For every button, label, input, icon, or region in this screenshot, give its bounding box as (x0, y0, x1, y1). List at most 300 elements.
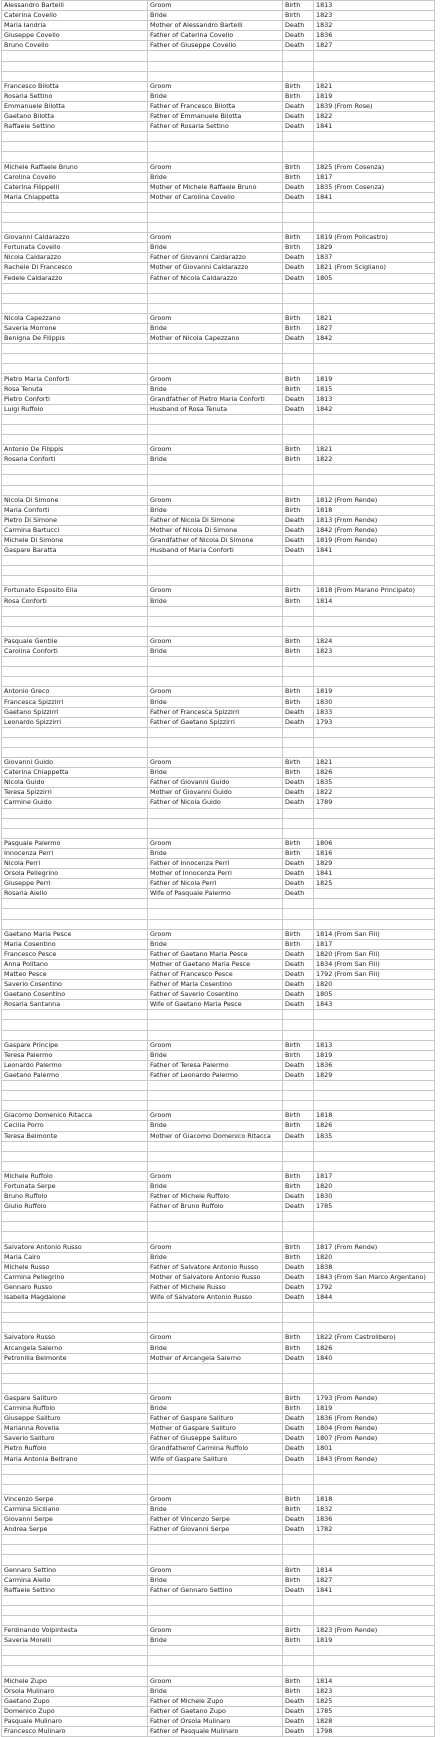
relationship-cell[interactable]: Father of Orsola Mulinaro (148, 1716, 283, 1726)
empty-cell[interactable] (148, 909, 283, 919)
empty-cell[interactable] (314, 1616, 435, 1626)
relationship-cell[interactable]: Father of Francesco Bilotta (148, 101, 283, 111)
event-year-cell[interactable]: 1822 (314, 112, 435, 122)
event-type-cell[interactable]: Death (283, 1282, 314, 1292)
person-name-cell[interactable]: Francesco Pesce (2, 949, 148, 959)
empty-cell[interactable] (283, 919, 314, 929)
empty-cell[interactable] (2, 465, 148, 475)
person-name-cell[interactable]: Pasquale Gentile (2, 636, 148, 646)
person-name-cell[interactable]: Giacomo Domenico Ritacca (2, 1111, 148, 1121)
relationship-cell[interactable]: Father of Giuseppe Covello (148, 41, 283, 51)
empty-cell[interactable] (283, 344, 314, 354)
event-year-cell[interactable]: 1822 (314, 788, 435, 798)
person-name-cell[interactable]: Fortunato Esposito Elia (2, 586, 148, 596)
person-name-cell[interactable]: Nicola Capezzano (2, 313, 148, 323)
event-type-cell[interactable]: Birth (283, 233, 314, 243)
event-type-cell[interactable]: Birth (283, 172, 314, 182)
event-year-cell[interactable]: 1842 (314, 334, 435, 344)
event-type-cell[interactable]: Death (283, 788, 314, 798)
empty-cell[interactable] (314, 364, 435, 374)
empty-cell[interactable] (2, 475, 148, 485)
empty-cell[interactable] (2, 909, 148, 919)
empty-cell[interactable] (283, 1535, 314, 1545)
empty-cell[interactable] (283, 909, 314, 919)
empty-cell[interactable] (2, 414, 148, 424)
empty-cell[interactable] (314, 737, 435, 747)
event-type-cell[interactable]: Birth (283, 91, 314, 101)
empty-cell[interactable] (283, 1232, 314, 1242)
empty-cell[interactable] (283, 1081, 314, 1091)
empty-cell[interactable] (283, 556, 314, 566)
person-name-cell[interactable]: Rosa Tenuta (2, 384, 148, 394)
relationship-cell[interactable]: Father of Teresa Palermo (148, 1060, 283, 1070)
person-name-cell[interactable]: Andrea Serpe (2, 1525, 148, 1535)
person-name-cell[interactable]: Salvatore Russo (2, 1333, 148, 1343)
person-name-cell[interactable]: Orsola Mulinaro (2, 1686, 148, 1696)
empty-cell[interactable] (283, 818, 314, 828)
person-name-cell[interactable]: Pietro Di Simone (2, 515, 148, 525)
event-type-cell[interactable]: Death (283, 1272, 314, 1282)
empty-cell[interactable] (148, 1666, 283, 1676)
empty-cell[interactable] (283, 576, 314, 586)
relationship-cell[interactable]: Bride (148, 1121, 283, 1131)
event-type-cell[interactable]: Death (283, 122, 314, 132)
event-type-cell[interactable]: Birth (283, 243, 314, 253)
empty-cell[interactable] (148, 364, 283, 374)
event-type-cell[interactable]: Death (283, 21, 314, 31)
relationship-cell[interactable]: Father of Rosaria Settino (148, 122, 283, 132)
relationship-cell[interactable]: Bride (148, 939, 283, 949)
event-type-cell[interactable]: Death (283, 515, 314, 525)
empty-cell[interactable] (283, 475, 314, 485)
person-name-cell[interactable]: Matteo Pesce (2, 970, 148, 980)
relationship-cell[interactable]: Groom (148, 1626, 283, 1636)
empty-cell[interactable] (2, 657, 148, 667)
event-year-cell[interactable]: 1822 (314, 455, 435, 465)
event-year-cell[interactable]: 1835 (314, 1131, 435, 1141)
person-name-cell[interactable]: Giuseppe Salituro (2, 1414, 148, 1424)
empty-cell[interactable] (148, 899, 283, 909)
person-name-cell[interactable]: Vincenzo Serpe (2, 1494, 148, 1504)
empty-cell[interactable] (283, 202, 314, 212)
event-year-cell[interactable]: 1812 (From Rende) (314, 495, 435, 505)
relationship-cell[interactable]: Father of Michele Zupo (148, 1696, 283, 1706)
empty-cell[interactable] (283, 212, 314, 222)
empty-cell[interactable] (314, 1212, 435, 1222)
empty-cell[interactable] (148, 1656, 283, 1666)
empty-cell[interactable] (148, 485, 283, 495)
event-year-cell[interactable]: 1818 (314, 505, 435, 515)
empty-cell[interactable] (2, 616, 148, 626)
empty-cell[interactable] (148, 354, 283, 364)
relationship-cell[interactable]: Mother of Giacomo Domenico Ritacca (148, 1131, 283, 1141)
event-year-cell[interactable]: 1820 (314, 1252, 435, 1262)
empty-cell[interactable] (2, 828, 148, 838)
person-name-cell[interactable]: Nicola Di Simone (2, 495, 148, 505)
empty-cell[interactable] (2, 1383, 148, 1393)
event-type-cell[interactable]: Death (283, 1525, 314, 1535)
relationship-cell[interactable]: Mother of Alessandro Bartelli (148, 21, 283, 31)
person-name-cell[interactable]: Carmina Pellegrino (2, 1272, 148, 1282)
relationship-cell[interactable]: Wife of Salvatore Antonio Russo (148, 1293, 283, 1303)
empty-cell[interactable] (314, 1313, 435, 1323)
relationship-cell[interactable]: Bride (148, 1343, 283, 1353)
empty-cell[interactable] (2, 1464, 148, 1474)
event-year-cell[interactable]: 1782 (314, 1525, 435, 1535)
relationship-cell[interactable]: Bride (148, 243, 283, 253)
relationship-cell[interactable]: Bride (148, 1504, 283, 1514)
relationship-cell[interactable]: Groom (148, 929, 283, 939)
person-name-cell[interactable]: Orsola Pellegrino (2, 869, 148, 879)
event-year-cell[interactable]: 1822 (From Castrolibero) (314, 1333, 435, 1343)
empty-cell[interactable] (283, 485, 314, 495)
event-type-cell[interactable]: Death (283, 717, 314, 727)
person-name-cell[interactable]: Antonio Greco (2, 687, 148, 697)
empty-cell[interactable] (283, 142, 314, 152)
empty-cell[interactable] (2, 132, 148, 142)
event-year-cell[interactable]: 1841 (314, 192, 435, 202)
relationship-cell[interactable]: Groom (148, 1393, 283, 1403)
empty-cell[interactable] (148, 212, 283, 222)
event-type-cell[interactable]: Death (283, 798, 314, 808)
empty-cell[interactable] (283, 1555, 314, 1565)
event-type-cell[interactable]: Death (283, 1202, 314, 1212)
event-year-cell[interactable]: 1823 (314, 1686, 435, 1696)
empty-cell[interactable] (148, 1535, 283, 1545)
event-type-cell[interactable]: Death (283, 404, 314, 414)
event-type-cell[interactable]: Birth (283, 1575, 314, 1585)
empty-cell[interactable] (148, 1616, 283, 1626)
empty-cell[interactable] (283, 1303, 314, 1313)
relationship-cell[interactable]: Father of Gaetano Maria Pesce (148, 949, 283, 959)
empty-cell[interactable] (314, 202, 435, 212)
empty-cell[interactable] (314, 626, 435, 636)
event-year-cell[interactable]: 1838 (314, 1262, 435, 1272)
empty-cell[interactable] (283, 1616, 314, 1626)
empty-cell[interactable] (314, 1666, 435, 1676)
relationship-cell[interactable]: Wife of Gaetano Maria Pesce (148, 1000, 283, 1010)
event-year-cell[interactable]: 1816 (314, 848, 435, 858)
event-type-cell[interactable]: Birth (283, 11, 314, 21)
relationship-cell[interactable]: Mother of Innocenza Perri (148, 869, 283, 879)
empty-cell[interactable] (283, 677, 314, 687)
event-year-cell[interactable]: 1834 (From San Fili) (314, 959, 435, 969)
relationship-cell[interactable]: Father of Salvatore Antonio Russo (148, 1262, 283, 1272)
empty-cell[interactable] (283, 132, 314, 142)
person-name-cell[interactable]: Nicola Guido (2, 778, 148, 788)
empty-cell[interactable] (148, 293, 283, 303)
empty-cell[interactable] (2, 212, 148, 222)
empty-cell[interactable] (314, 51, 435, 61)
event-year-cell[interactable]: 1829 (314, 858, 435, 868)
event-year-cell[interactable]: 1819 (314, 374, 435, 384)
empty-cell[interactable] (283, 283, 314, 293)
event-type-cell[interactable]: Death (283, 41, 314, 51)
event-type-cell[interactable]: Birth (283, 455, 314, 465)
event-type-cell[interactable]: Death (283, 192, 314, 202)
empty-cell[interactable] (314, 566, 435, 576)
empty-cell[interactable] (314, 899, 435, 909)
person-name-cell[interactable]: Luigi Ruffolo (2, 404, 148, 414)
relationship-cell[interactable]: Mother of Salvatore Antonio Russo (148, 1272, 283, 1282)
event-year-cell[interactable]: 1823 (314, 11, 435, 21)
event-type-cell[interactable]: Death (283, 1696, 314, 1706)
person-name-cell[interactable]: Pietro Conforti (2, 394, 148, 404)
event-year-cell[interactable]: 1836 (From Rende) (314, 1414, 435, 1424)
event-year-cell[interactable]: 1826 (314, 768, 435, 778)
event-type-cell[interactable]: Birth (283, 697, 314, 707)
empty-cell[interactable] (2, 293, 148, 303)
person-name-cell[interactable]: Innocenza Perri (2, 848, 148, 858)
empty-cell[interactable] (2, 667, 148, 677)
event-type-cell[interactable]: Birth (283, 758, 314, 768)
empty-cell[interactable] (148, 657, 283, 667)
empty-cell[interactable] (148, 1373, 283, 1383)
empty-cell[interactable] (314, 303, 435, 313)
person-name-cell[interactable]: Saveria Morrone (2, 324, 148, 334)
empty-cell[interactable] (148, 1323, 283, 1333)
empty-cell[interactable] (2, 1010, 148, 1020)
event-type-cell[interactable]: Birth (283, 1252, 314, 1262)
event-year-cell[interactable]: 1840 (314, 1353, 435, 1363)
person-name-cell[interactable]: Domenico Zupo (2, 1706, 148, 1716)
person-name-cell[interactable]: Carolina Covello (2, 172, 148, 182)
empty-cell[interactable] (283, 1474, 314, 1484)
empty-cell[interactable] (2, 354, 148, 364)
person-name-cell[interactable]: Gaetano Maria Pesce (2, 929, 148, 939)
empty-cell[interactable] (314, 657, 435, 667)
empty-cell[interactable] (283, 293, 314, 303)
empty-cell[interactable] (2, 1595, 148, 1605)
person-name-cell[interactable]: Rachele Di Francesco (2, 263, 148, 273)
event-type-cell[interactable]: Birth (283, 495, 314, 505)
event-type-cell[interactable]: Birth (283, 848, 314, 858)
empty-cell[interactable] (148, 1464, 283, 1474)
relationship-cell[interactable]: Groom (148, 1494, 283, 1504)
relationship-cell[interactable]: Father of Michele Ruffolo (148, 1192, 283, 1202)
empty-cell[interactable] (314, 1656, 435, 1666)
empty-cell[interactable] (148, 1222, 283, 1232)
event-type-cell[interactable]: Death (283, 1262, 314, 1272)
empty-cell[interactable] (2, 1474, 148, 1484)
empty-cell[interactable] (2, 818, 148, 828)
relationship-cell[interactable]: Bride (148, 1636, 283, 1646)
empty-cell[interactable] (2, 1616, 148, 1626)
event-year-cell[interactable]: 1798 (314, 1727, 435, 1737)
relationship-cell[interactable]: Father of Saverio Cosentino (148, 990, 283, 1000)
event-year-cell[interactable]: 1805 (314, 990, 435, 1000)
empty-cell[interactable] (283, 1222, 314, 1232)
relationship-cell[interactable]: Groom (148, 636, 283, 646)
relationship-cell[interactable]: Mother of Giovanni Guido (148, 788, 283, 798)
event-type-cell[interactable]: Death (283, 1424, 314, 1434)
event-year-cell[interactable]: 1819 (314, 687, 435, 697)
event-year-cell[interactable]: 1823 (314, 647, 435, 657)
empty-cell[interactable] (2, 1030, 148, 1040)
person-name-cell[interactable]: Gaspare Baratta (2, 546, 148, 556)
relationship-cell[interactable]: Father of Gaetano Zupo (148, 1706, 283, 1716)
person-name-cell[interactable]: Isabella Magdalone (2, 1293, 148, 1303)
person-name-cell[interactable]: Gaspare Salituro (2, 1393, 148, 1403)
relationship-cell[interactable]: Groom (148, 445, 283, 455)
empty-cell[interactable] (148, 71, 283, 81)
empty-cell[interactable] (314, 1151, 435, 1161)
event-type-cell[interactable]: Death (283, 1000, 314, 1010)
relationship-cell[interactable]: Groom (148, 313, 283, 323)
event-year-cell[interactable]: 1801 (314, 1444, 435, 1454)
empty-cell[interactable] (314, 1484, 435, 1494)
event-year-cell[interactable]: 1792 (314, 1282, 435, 1292)
empty-cell[interactable] (2, 1232, 148, 1242)
empty-cell[interactable] (148, 576, 283, 586)
empty-cell[interactable] (2, 303, 148, 313)
relationship-cell[interactable]: Groom (148, 1171, 283, 1181)
empty-cell[interactable] (148, 1081, 283, 1091)
event-year-cell[interactable]: 1821 (314, 313, 435, 323)
empty-cell[interactable] (148, 828, 283, 838)
event-year-cell[interactable]: 1819 (314, 1404, 435, 1414)
event-type-cell[interactable]: Birth (283, 939, 314, 949)
empty-cell[interactable] (283, 737, 314, 747)
empty-cell[interactable] (283, 303, 314, 313)
empty-cell[interactable] (148, 808, 283, 818)
event-type-cell[interactable]: Death (283, 101, 314, 111)
person-name-cell[interactable]: Giuseppe Perri (2, 879, 148, 889)
empty-cell[interactable] (314, 1020, 435, 1030)
event-type-cell[interactable]: Death (283, 959, 314, 969)
empty-cell[interactable] (2, 364, 148, 374)
empty-cell[interactable] (314, 576, 435, 586)
empty-cell[interactable] (283, 657, 314, 667)
relationship-cell[interactable]: Bride (148, 11, 283, 21)
event-type-cell[interactable]: Birth (283, 162, 314, 172)
event-type-cell[interactable]: Death (283, 263, 314, 273)
relationship-cell[interactable]: Mother of Nicola Capezzano (148, 334, 283, 344)
event-year-cell[interactable]: 1826 (314, 1343, 435, 1353)
event-type-cell[interactable]: Birth (283, 838, 314, 848)
person-name-cell[interactable]: Rosa Conforti (2, 596, 148, 606)
empty-cell[interactable] (283, 71, 314, 81)
person-name-cell[interactable]: Gennaro Russo (2, 1282, 148, 1292)
event-type-cell[interactable]: Death (283, 858, 314, 868)
empty-cell[interactable] (148, 1484, 283, 1494)
empty-cell[interactable] (314, 475, 435, 485)
person-name-cell[interactable]: Nicola Caldarazzo (2, 253, 148, 263)
event-year-cell[interactable]: 1826 (314, 1121, 435, 1131)
event-type-cell[interactable]: Death (283, 394, 314, 404)
empty-cell[interactable] (314, 414, 435, 424)
event-year-cell[interactable]: 1814 (From San Fili) (314, 929, 435, 939)
empty-cell[interactable] (314, 556, 435, 566)
event-year-cell[interactable]: 1841 (314, 1585, 435, 1595)
relationship-cell[interactable]: Father of Nicola Guido (148, 798, 283, 808)
empty-cell[interactable] (148, 202, 283, 212)
event-type-cell[interactable]: Death (283, 273, 314, 283)
empty-cell[interactable] (314, 1232, 435, 1242)
relationship-cell[interactable]: Groom (148, 233, 283, 243)
relationship-cell[interactable]: Mother of Nicola Di Simone (148, 525, 283, 535)
empty-cell[interactable] (148, 1595, 283, 1605)
empty-cell[interactable] (314, 424, 435, 434)
empty-cell[interactable] (283, 364, 314, 374)
person-name-cell[interactable]: Gaetano Zupo (2, 1696, 148, 1706)
relationship-cell[interactable]: Father of Vincenzo Serpe (148, 1515, 283, 1525)
relationship-cell[interactable]: Groom (148, 758, 283, 768)
relationship-cell[interactable]: Groom (148, 586, 283, 596)
empty-cell[interactable] (148, 344, 283, 354)
empty-cell[interactable] (314, 1161, 435, 1171)
event-type-cell[interactable]: Birth (283, 81, 314, 91)
person-name-cell[interactable]: Francesca Spizzirri (2, 697, 148, 707)
relationship-cell[interactable]: Father of Nicola Perri (148, 879, 283, 889)
empty-cell[interactable] (148, 1363, 283, 1373)
empty-cell[interactable] (283, 1484, 314, 1494)
empty-cell[interactable] (314, 212, 435, 222)
empty-cell[interactable] (283, 1646, 314, 1656)
event-type-cell[interactable]: Death (283, 112, 314, 122)
person-name-cell[interactable]: Rosaria Aiello (2, 889, 148, 899)
empty-cell[interactable] (314, 667, 435, 677)
empty-cell[interactable] (283, 435, 314, 445)
event-type-cell[interactable]: Death (283, 1353, 314, 1363)
event-year-cell[interactable]: 1821 (314, 81, 435, 91)
event-type-cell[interactable]: Death (283, 889, 314, 899)
empty-cell[interactable] (283, 667, 314, 677)
event-year-cell[interactable]: 1829 (314, 243, 435, 253)
relationship-cell[interactable]: Bride (148, 596, 283, 606)
empty-cell[interactable] (314, 828, 435, 838)
relationship-cell[interactable]: Mother of Giovanni Caldarazzo (148, 263, 283, 273)
empty-cell[interactable] (283, 808, 314, 818)
event-year-cell[interactable]: 1820 (From San Fili) (314, 949, 435, 959)
empty-cell[interactable] (283, 1091, 314, 1101)
event-year-cell[interactable]: 1817 (From Rende) (314, 1242, 435, 1252)
event-type-cell[interactable]: Birth (283, 374, 314, 384)
event-year-cell[interactable]: 1821 (From Scigliano) (314, 263, 435, 273)
person-name-cell[interactable]: Francesco Mulinaro (2, 1727, 148, 1737)
event-type-cell[interactable]: Birth (283, 1504, 314, 1514)
empty-cell[interactable] (2, 1484, 148, 1494)
event-type-cell[interactable]: Birth (283, 313, 314, 323)
event-year-cell[interactable] (314, 889, 435, 899)
relationship-cell[interactable]: Bride (148, 1686, 283, 1696)
empty-cell[interactable] (314, 919, 435, 929)
empty-cell[interactable] (148, 435, 283, 445)
empty-cell[interactable] (314, 616, 435, 626)
relationship-cell[interactable]: Father of Bruno Ruffolo (148, 1202, 283, 1212)
person-name-cell[interactable]: Alessandro Bartelli (2, 1, 148, 11)
event-type-cell[interactable]: Birth (283, 324, 314, 334)
event-year-cell[interactable]: 1841 (314, 546, 435, 556)
empty-cell[interactable] (2, 1555, 148, 1565)
empty-cell[interactable] (283, 1545, 314, 1555)
empty-cell[interactable] (2, 566, 148, 576)
event-type-cell[interactable]: Birth (283, 768, 314, 778)
event-year-cell[interactable]: 1805 (314, 273, 435, 283)
empty-cell[interactable] (2, 727, 148, 737)
empty-cell[interactable] (2, 576, 148, 586)
event-type-cell[interactable]: Birth (283, 1, 314, 11)
person-name-cell[interactable]: Pietro Ruffolo (2, 1444, 148, 1454)
person-name-cell[interactable]: Giovanni Caldarazzo (2, 233, 148, 243)
empty-cell[interactable] (2, 556, 148, 566)
empty-cell[interactable] (2, 1666, 148, 1676)
event-type-cell[interactable]: Death (283, 1454, 314, 1464)
person-name-cell[interactable]: Carmina Ruffolo (2, 1404, 148, 1414)
event-type-cell[interactable]: Birth (283, 1040, 314, 1050)
empty-cell[interactable] (2, 435, 148, 445)
empty-cell[interactable] (148, 606, 283, 616)
